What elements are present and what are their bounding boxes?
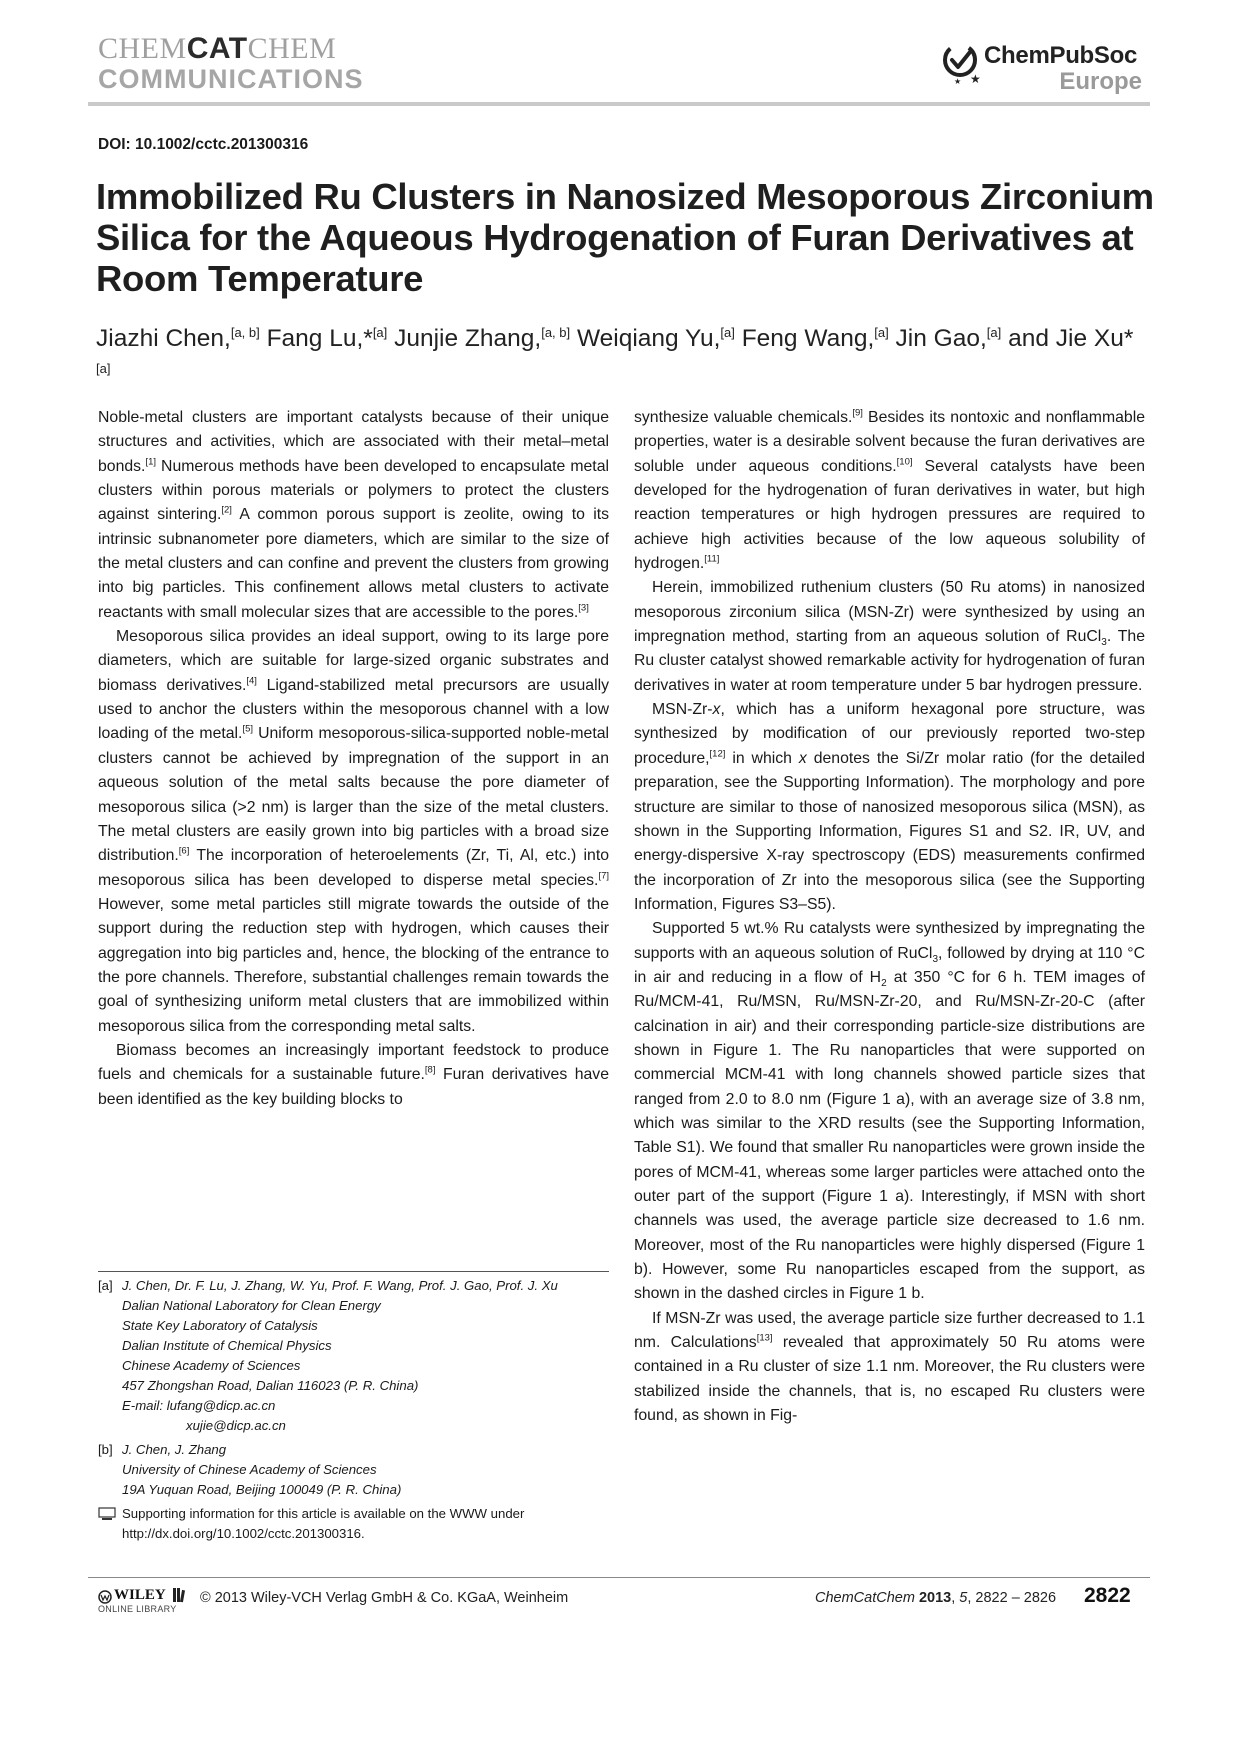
books-icon <box>172 1587 186 1603</box>
text: Noble-metal clusters are important catalysts because of their unique structures and activities, which are associated with their metal–metal bonds. <box>98 409 609 475</box>
paragraph <box>98 406 609 625</box>
citation-ref: [9] <box>852 407 863 419</box>
svg-text:★: ★ <box>970 72 981 86</box>
subscript: 3 <box>932 953 938 965</box>
text: A common porous support is zeolite, owing to its intrinsic subnanometer pore diameters, which are similar to the size of the metal clusters and can confine and prevent the clusters from growing into big particles. This confinement allows metal clusters to activate reactants with small molecular sizes that are accessible to the pores. <box>98 506 609 621</box>
footnote-rule <box>98 1271 609 1272</box>
paragraph <box>634 406 1145 576</box>
email-link[interactable]: xujie@dicp.ac.cn <box>186 1418 286 1433</box>
section-label: COMMUNICATIONS <box>98 64 364 94</box>
text: Numerous methods have been developed to encapsulate metal clusters within porous materials or polymers to protect the clusters against sintering. <box>98 457 609 524</box>
text: , followed by drying at 110 °C in air and reducing in a flow of H <box>634 944 1145 986</box>
text: MSN-Zr- <box>652 701 713 719</box>
publisher-name: ChemPubSoc <box>984 42 1138 69</box>
journal-citation: ChemCatChem 2013, 5, 2822 – 2826 <box>815 1590 1057 1606</box>
citation-ref: [1] <box>145 456 156 468</box>
author-affiliation: [a] <box>96 361 111 377</box>
affiliation-line: Chinese Academy of Sciences <box>122 1358 301 1373</box>
text: in which <box>725 749 799 767</box>
citation-ref: [11] <box>704 553 720 565</box>
citation-ref: [5] <box>242 724 253 736</box>
header-rule <box>88 102 1150 106</box>
author: Jiazhi Chen, <box>96 325 231 353</box>
citation-ref: [13] <box>756 1332 773 1344</box>
author: Junjie Zhang, <box>394 325 542 353</box>
citation-ref: [4] <box>246 675 257 687</box>
journal-volume: 5 <box>959 1590 968 1606</box>
citation-ref: [6] <box>178 845 190 857</box>
doi: DOI: 10.1002/cctc.201300316 <box>98 136 309 153</box>
text: However, some metal particles still migrate towards the outside of the support during the reduction step with hydrogen, which causes their aggregation into big particles and, hence, the blocking of the entrance to the pore channels. Therefore, substantial challenges remain towards the goal of synthesizing uniform metal clusters that are immobilized within mesoporous silica from the corresponding metal salts. <box>98 895 609 1035</box>
author-list <box>96 318 1136 390</box>
journal-mid: CAT <box>186 32 248 65</box>
text: Mesoporous silica provides an ideal support, owing to its large pore diameters, which are suitable for large-sized organic substrates and biomass derivatives. <box>98 628 609 694</box>
supporting-info-text: Supporting information for this article is available on the WWW under <box>122 1506 525 1521</box>
email-line: E-mail: lufang@dicp.ac.cn <box>122 1398 276 1413</box>
article-title: Immobilized Ru Clusters in Nanosized Mesoporous Zirconium Silica for the Aqueous Hydrogenation of Furan Derivatives at Room Temperature <box>96 176 1154 299</box>
paragraph <box>634 576 1145 698</box>
variable: x <box>712 701 721 719</box>
affiliation-line: J. Chen, Dr. F. Lu, J. Zhang, W. Yu, Prof. F. Wang, Prof. J. Gao, Prof. J. Xu <box>122 1278 558 1293</box>
affiliation-line: Dalian National Laboratory for Clean Energy <box>122 1298 381 1313</box>
footnotes <box>98 1276 618 1544</box>
subscript: 2 <box>881 978 887 990</box>
footnote-tag: [a] <box>98 1278 113 1293</box>
text: denotes the Si/Zr molar ratio (for the detailed preparation, see the Supporting Information). The morphology and pore structure are similar to those of nanosized mesoporous silica (MSN), as shown in the Supporting Information, Figures S1 and S2. IR, UV, and energy-dispersive X-ray spectroscopy (EDS) measurements confirmed the incorporation of Zr into the mesoporous silica (see the Supporting Information, Figures S3–S5). <box>634 749 1145 913</box>
author-affiliation: [a] <box>372 325 388 340</box>
author-affiliation: [a] <box>874 325 889 340</box>
author: Weiqiang Yu, <box>576 325 721 353</box>
citation-ref: [12] <box>709 748 726 760</box>
svg-text:★: ★ <box>954 77 962 86</box>
journal-name: ChemCatChem <box>815 1590 915 1606</box>
variable: x <box>798 749 807 767</box>
author-affiliation: [a, b] <box>230 325 260 340</box>
text: Several catalysts have been developed for the hydrogenation of furan derivatives in water, but high reaction temperatures or high hydrogen pressures are required to achieve high activities because of the low aqueous solubility of hydrogen. <box>634 457 1145 573</box>
affiliation-line: University of Chinese Academy of Sciences <box>122 1462 377 1477</box>
wiley-wordmark: WILEY <box>114 1587 166 1603</box>
journal-year: 2013 <box>918 1590 952 1606</box>
text: Besides its nontoxic and nonflammable properties, water is a desirable solvent because the furan derivatives are soluble under aqueous conditions. <box>634 409 1145 475</box>
text: revealed that approximately 50 Ru atoms were contained in a Ru cluster of size 1.1 nm. Moreover, the Ru clusters were stabilized inside the channels, that is, no escaped Ru clusters were found, as shown in Fig- <box>634 1334 1145 1425</box>
author-affiliation: [a] <box>720 325 735 340</box>
text: at 350 °C for 6 h. TEM images of Ru/MCM-41, Ru/MSN, Ru/MSN-Zr-20, and Ru/MSN-Zr-20-C (after calcination in air) and their corresponding particle-size distributions are shown in Figure 1. The Ru nanoparticles that were supported on commercial MCM-41 with long channels showed particle sizes that ranged from 2.0 to 8.0 nm (Figure 1 a), with an average size of 3.8 nm, which was similar to the XRD results (see the Supporting Information, Table S1). We found that smaller Ru nanoparticles were grown inside the pores of MCM-41, whereas some larger particles were attached onto the outer part of the support (Figure 1 a). Interestingly, if MSN with short channels was used, the average particle size decreased to 1.6 nm. Moreover, most of the Ru nanoparticles were highly dispersed (Figure 1 b). However, some Ru nanoparticles escaped from the support, as shown in the dashed circles in Figure 1 b. <box>634 968 1145 1303</box>
author-affiliation: [a] <box>986 325 1002 340</box>
publisher-logo <box>940 38 1150 98</box>
author: Fang Lu,* <box>266 325 373 353</box>
text: synthesize valuable chemicals. <box>634 409 853 426</box>
paragraph <box>634 917 1145 1307</box>
publisher-region: Europe <box>1059 68 1142 95</box>
wiley-emblem-icon <box>98 1590 112 1604</box>
affiliation-line: 457 Zhongshan Road, Dalian 116023 (P. R. China) <box>122 1378 419 1393</box>
affiliation-line: Dalian Institute of Chemical Physics <box>122 1338 332 1353</box>
text: Biomass becomes an increasingly important feedstock to produce fuels and chemicals for a sustainable future. <box>98 1041 609 1084</box>
journal-pages: , 2822 – 2826 <box>967 1590 1057 1606</box>
supporting-info-note <box>98 1504 618 1544</box>
text: Herein, immobilized ruthenium clusters (50 Ru atoms) in nanosized mesoporous zirconium silica (MSN-Zr) were synthesized by using an impregnation method, starting from an aqueous solution of RuCl <box>634 579 1145 646</box>
page-number: 2822 <box>1084 1584 1131 1607</box>
affiliation-line: State Key Laboratory of Catalysis <box>122 1318 318 1333</box>
footer-rule <box>88 1577 1150 1578</box>
copyright: © 2013 Wiley-VCH Verlag GmbH & Co. KGaA, Weinheim <box>200 1590 569 1606</box>
subscript: 3 <box>1101 637 1107 649</box>
text: The incorporation of heteroelements (Zr, Ti, Al, etc.) into mesoporous silica has been developed to disperse metal species. <box>98 847 609 889</box>
text: Supported 5 wt.% Ru catalysts were synthesized by impregnating the supports with an aqueous solution of RuCl <box>634 920 1145 962</box>
journal-suffix: CHEM <box>247 32 337 65</box>
paragraph <box>634 1307 1145 1429</box>
affiliation-line: J. Chen, J. Zhang <box>122 1442 227 1457</box>
citation-ref: [3] <box>578 602 589 614</box>
text: Uniform mesoporous-silica-supported noble-metal clusters cannot be achieved by impregnation of the support in an aqueous solution of the metal salts because the pore diameter of mesoporous silica (>2 nm) is larger than the size of the metal clusters. The metal clusters are easily grown into big particles with a broad size distribution. <box>98 725 609 865</box>
author-affiliation: [a, b] <box>541 325 571 340</box>
chempubsoc-emblem-icon <box>940 38 984 88</box>
text: Ligand-stabilized metal precursors are usually used to anchor the clusters within the mesoporous channel with a low loading of the metal. <box>98 676 610 743</box>
text: , which has a uniform hexagonal pore structure, was synthesized by modification of our previously reported two-step procedure, <box>634 701 1145 767</box>
footnote-tag: [b] <box>98 1442 113 1457</box>
affiliation-b <box>98 1440 618 1500</box>
citation-ref: [8] <box>424 1065 436 1077</box>
paragraph <box>98 1039 609 1112</box>
affiliation-line: 19A Yuquan Road, Beijing 100049 (P. R. China) <box>122 1482 402 1497</box>
wiley-logo <box>98 1584 188 1618</box>
text: If MSN-Zr was used, the average particle size further decreased to 1.1 nm. Calculations <box>634 1309 1145 1352</box>
paragraph <box>634 698 1145 917</box>
computer-icon <box>98 1507 116 1521</box>
journal-prefix: CHEM <box>98 32 187 65</box>
text: Furan derivatives have been identified as the key building blocks to <box>98 1066 609 1108</box>
citation-ref: [2] <box>221 505 232 517</box>
paragraph <box>98 625 609 1039</box>
supporting-info-link[interactable]: http://dx.doi.org/10.1002/cctc.201300316. <box>122 1526 365 1541</box>
affiliation-a <box>98 1276 618 1436</box>
text: . The Ru cluster catalyst showed remarkable activity for hydrogenation of furan derivatives in water at room temperature under 5 bar hydrogen pressure. <box>634 628 1146 694</box>
citation-ref: [10] <box>896 456 913 468</box>
author: Feng Wang, <box>741 325 875 353</box>
journal-title <box>98 34 336 64</box>
citation-ref: [7] <box>598 870 609 882</box>
wiley-online-library: ONLINE LIBRARY <box>98 1604 177 1614</box>
author: Jin Gao, <box>895 325 987 353</box>
author: and Jie Xu* <box>1008 325 1134 353</box>
body-column-left <box>98 406 609 1112</box>
body-column-right <box>634 406 1145 1428</box>
